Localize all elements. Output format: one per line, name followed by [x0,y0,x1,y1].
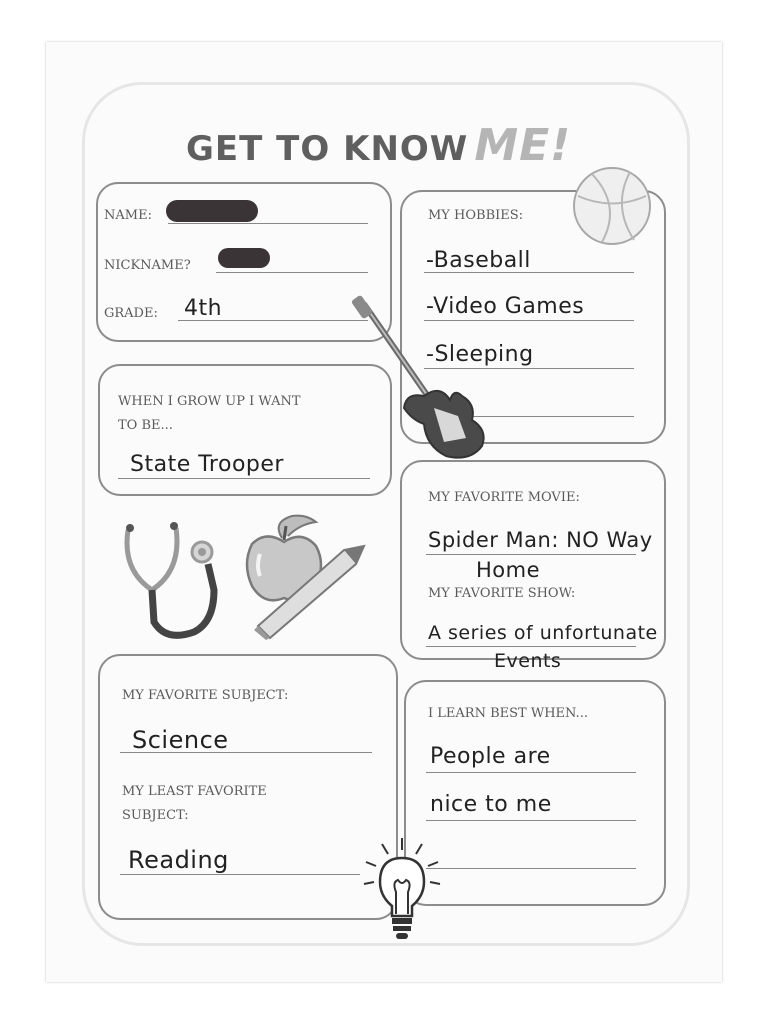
show-label: MY FAVORITE SHOW: [428,586,576,601]
learning-value: People are [430,744,551,769]
show-line [426,646,636,647]
learning-line [426,772,636,773]
movie-label: MY FAVORITE MOVIE: [428,490,580,505]
least-subject-label: SUBJECT: [122,808,189,823]
hobby-line [424,272,634,273]
career-line [118,478,370,479]
grade-value: 4th [184,296,223,321]
grade-line [178,320,368,321]
learning-line [426,820,636,821]
learning-label: I LEARN BEST WHEN... [428,706,588,721]
favorite-subject-label: MY FAVORITE SUBJECT: [122,688,289,703]
name-line [168,223,368,224]
hobby-item: -Sleeping [426,342,534,367]
movie-line [426,554,636,555]
lightbulb-icon [362,836,442,942]
title-main: GET TO KNOW [186,129,469,169]
title-accent: ME! [474,120,572,171]
least-subject-value: Reading [128,846,229,874]
learning-line [426,868,636,869]
nickname-label: NICKNAME? [104,258,191,273]
show-value: Events [494,650,562,672]
hobby-item: -Video Games [426,294,585,319]
least-subject-line [120,874,360,875]
career-label: WHEN I GROW UP I WANT [118,394,301,409]
nickname-line [216,272,368,273]
movie-value: Spider Man: NO Way [428,528,653,552]
basketball-icon [572,166,652,246]
nickname-redaction [218,248,270,268]
stethoscope-icon [118,510,228,645]
least-subject-label: MY LEAST FAVORITE [122,784,267,799]
name-redaction [166,200,258,222]
career-label: TO BE... [118,418,173,433]
grade-label: GRADE: [104,306,158,321]
favorite-subject-value: Science [132,726,229,754]
worksheet-title [186,120,571,171]
favorite-subject-line [120,752,372,753]
name-label: NAME: [104,208,152,223]
pencil-icon [252,540,372,640]
show-value: A series of unfortunate [428,622,658,644]
career-value: State Trooper [130,452,284,477]
movie-value: Home [476,558,541,582]
hobbies-label: MY HOBBIES: [428,208,524,223]
hobby-item: -Baseball [426,248,531,273]
learning-value: nice to me [430,792,552,817]
